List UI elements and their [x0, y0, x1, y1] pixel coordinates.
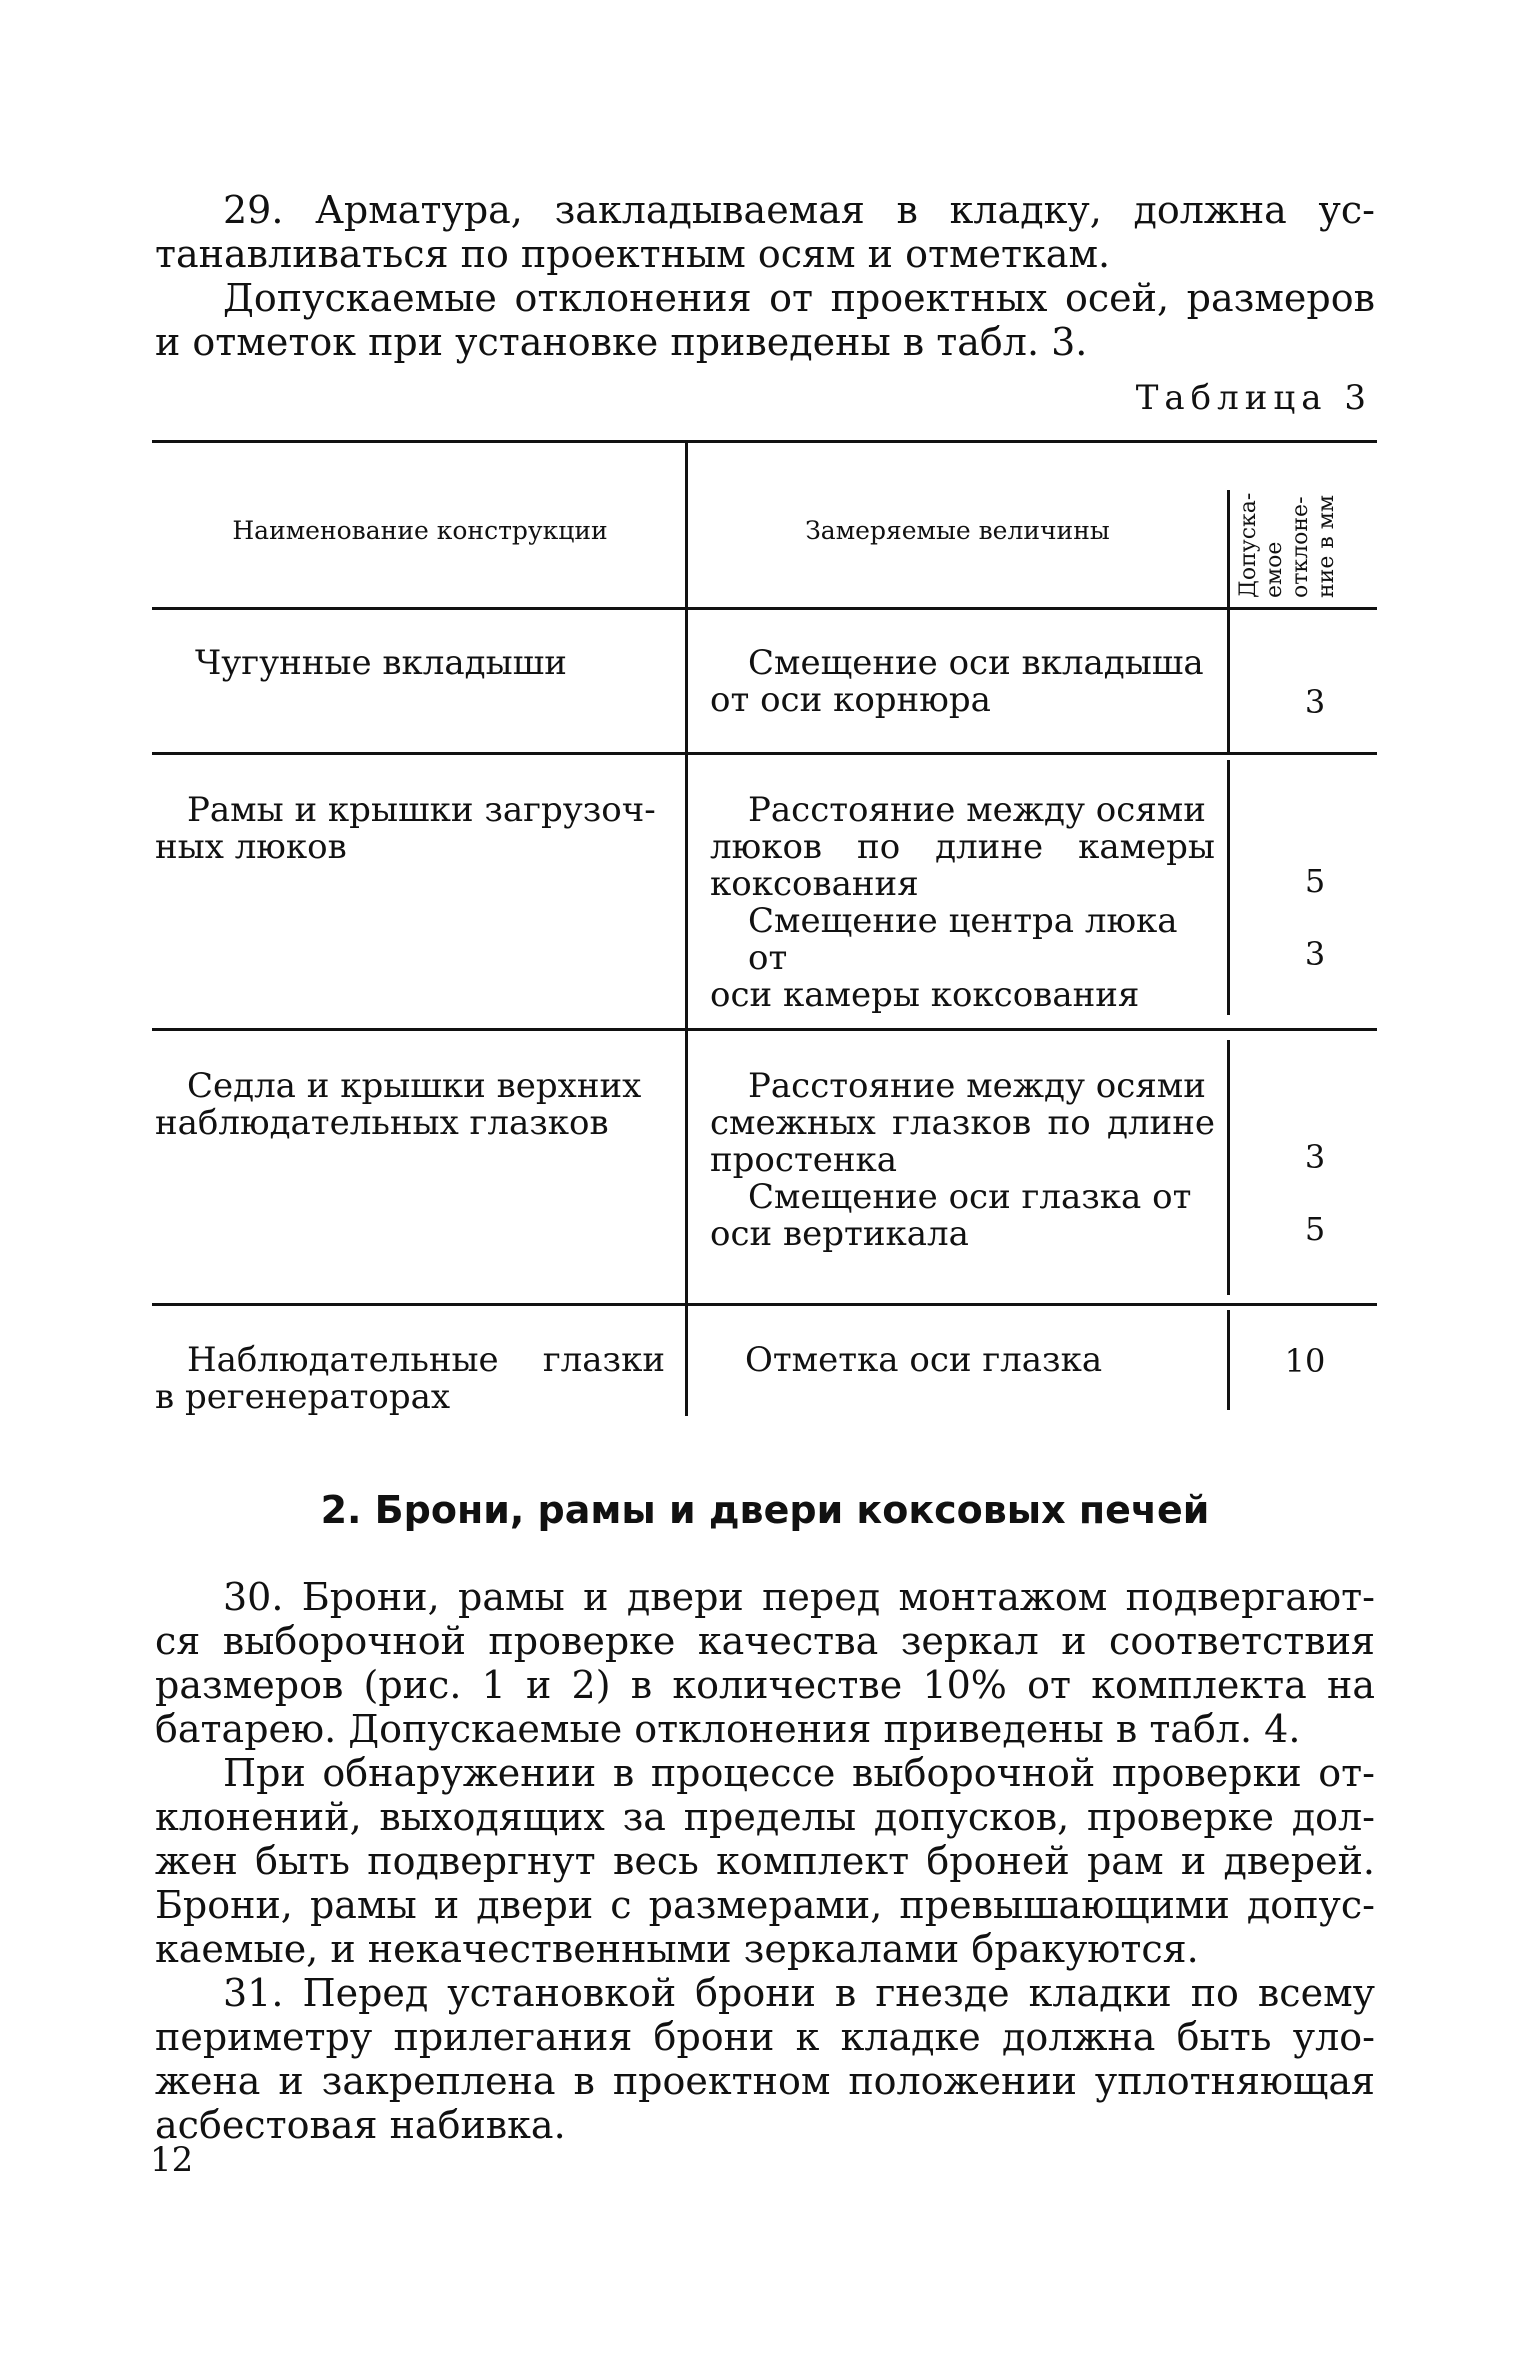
cell-line: Седла и крышки верхних	[187, 1066, 642, 1106]
paragraph-line: ся выборочной проверке качества зеркал и соответствия	[155, 1619, 1375, 1663]
table-column-rule	[685, 443, 688, 607]
cell-line: простенка	[710, 1140, 898, 1180]
cell-line: люков по длине камеры	[710, 827, 1215, 867]
header-construction: Наименование конструкции	[232, 516, 608, 545]
paragraph-line: батарею. Допускаемые отклонения приведены в табл. 4.	[155, 1707, 1301, 1751]
paragraph-line: жен быть подвергнут весь комплект броней рам и дверей.	[155, 1839, 1375, 1883]
table-row-4-value: 10	[1284, 1342, 1326, 1380]
cell-line: Рамы и крышки загрузоч-	[187, 790, 656, 830]
cell-line: Расстояние между осями	[748, 1066, 1206, 1106]
paragraph-line: жена и закреплена в проектном положении уплотняющая	[155, 2059, 1375, 2103]
paragraph-29b	[155, 276, 1375, 364]
header-deviation-line: отклоне-	[1288, 496, 1313, 598]
cell-line: Смещение оси глазка от	[748, 1177, 1192, 1217]
cell-line: Наблюдательные глазки	[187, 1340, 665, 1380]
table-caption: Таблица 3	[1135, 378, 1372, 418]
paragraph-line: каемые, и некачественными зеркалами бракуются.	[155, 1927, 1199, 1971]
table-row-1-name	[195, 645, 675, 682]
cell-line: Чугунные вкладыши	[195, 643, 567, 683]
paragraph-line: размеров (рис. 1 и 2) в количестве 10% от комплекта на	[155, 1663, 1375, 1707]
table-row-rule	[152, 752, 1377, 755]
paragraph-31	[155, 1971, 1375, 2147]
table-top-rule	[152, 440, 1377, 443]
paragraph-line: танавливаться по проектным осям и отметкам.	[155, 232, 1111, 276]
cell-line: коксования	[710, 864, 919, 904]
paragraph-30b	[155, 1751, 1375, 1971]
table-row-3-measure	[710, 1068, 1215, 1253]
page-number: 12	[150, 2140, 194, 2180]
paragraph-line: и отметок при установке приведены в табл. 3.	[155, 320, 1088, 364]
header-measured: Замеряемые величины	[805, 516, 1110, 545]
cell-line: ных люков	[155, 827, 347, 867]
table-row-4-name	[155, 1342, 665, 1416]
cell-line: оси камеры коксования	[710, 975, 1140, 1015]
table-column-rule	[1227, 1040, 1230, 1295]
table-row-3-name	[155, 1068, 675, 1142]
header-deviation-line: ние в мм	[1314, 495, 1339, 598]
table-row-2-name	[155, 792, 675, 866]
section-title: 2. Брони, рамы и двери коксовых печей	[320, 1488, 1210, 1532]
cell-line: Отметка оси глазка	[745, 1340, 1103, 1380]
cell-line: Расстояние между осями	[748, 790, 1206, 830]
cell-line: смежных глазков по длине	[710, 1103, 1215, 1143]
table-column-rule	[1227, 490, 1230, 607]
header-deviation	[1236, 448, 1370, 598]
cell-line: Смещение центра люка от	[748, 901, 1178, 978]
paragraph-line: периметру прилегания брони к кладке должна быть уло-	[155, 2015, 1375, 2059]
paragraph-line: 31. Перед установкой брони в гнезде кладки по всему	[223, 1971, 1375, 2015]
paragraph-line: Допускаемые отклонения от проектных осей, размеров	[223, 276, 1375, 320]
table-row-1-measure	[710, 645, 1215, 719]
cell-line: оси вертикала	[710, 1214, 969, 1254]
table-row-rule	[152, 1303, 1377, 1306]
paragraph-line: 30. Брони, рамы и двери перед монтажом подвергают-	[223, 1575, 1375, 1619]
table-row-rule	[152, 1028, 1377, 1031]
paragraph-line: Брони, рамы и двери с размерами, превышающими допус-	[155, 1883, 1375, 1927]
paragraph-line: клонений, выходящих за пределы допусков, проверке дол-	[155, 1795, 1375, 1839]
table-column-rule	[685, 610, 688, 752]
header-deviation-line: Допуска-	[1236, 492, 1261, 598]
table-column-rule	[1227, 760, 1230, 1015]
table-row-2-value-2: 3	[1304, 935, 1326, 973]
cell-line: наблюдательных глазков	[155, 1103, 609, 1143]
table-row-2-value-1: 5	[1304, 862, 1326, 900]
table-row-3-value-1: 3	[1304, 1138, 1326, 1176]
table-row-1-value: 3	[1304, 683, 1326, 721]
cell-line: Смещение оси вкладыша	[748, 643, 1204, 683]
paragraph-line: асбестовая набивка.	[155, 2103, 566, 2147]
table-column-rule	[685, 1031, 688, 1303]
table-column-rule	[685, 1306, 688, 1416]
table-column-rule	[1227, 610, 1230, 752]
paragraph-line: 29. Арматура, закладываемая в кладку, должна ус-	[223, 188, 1375, 232]
table-column-rule	[685, 755, 688, 1028]
cell-line: от оси корнюра	[710, 680, 991, 720]
table-column-rule	[1227, 1310, 1230, 1410]
paragraph-line: При обнаружении в процессе выборочной проверки от-	[223, 1751, 1375, 1795]
header-deviation-line: емое	[1262, 541, 1287, 598]
table-row-4-measure	[710, 1342, 1215, 1379]
cell-line: в регенераторах	[155, 1377, 451, 1417]
table-header-rule	[152, 607, 1377, 610]
table-row-2-measure	[710, 792, 1215, 1014]
table-row-3-value-2: 5	[1304, 1210, 1326, 1248]
paragraph-30	[155, 1575, 1375, 1751]
paragraph-29	[155, 188, 1375, 276]
